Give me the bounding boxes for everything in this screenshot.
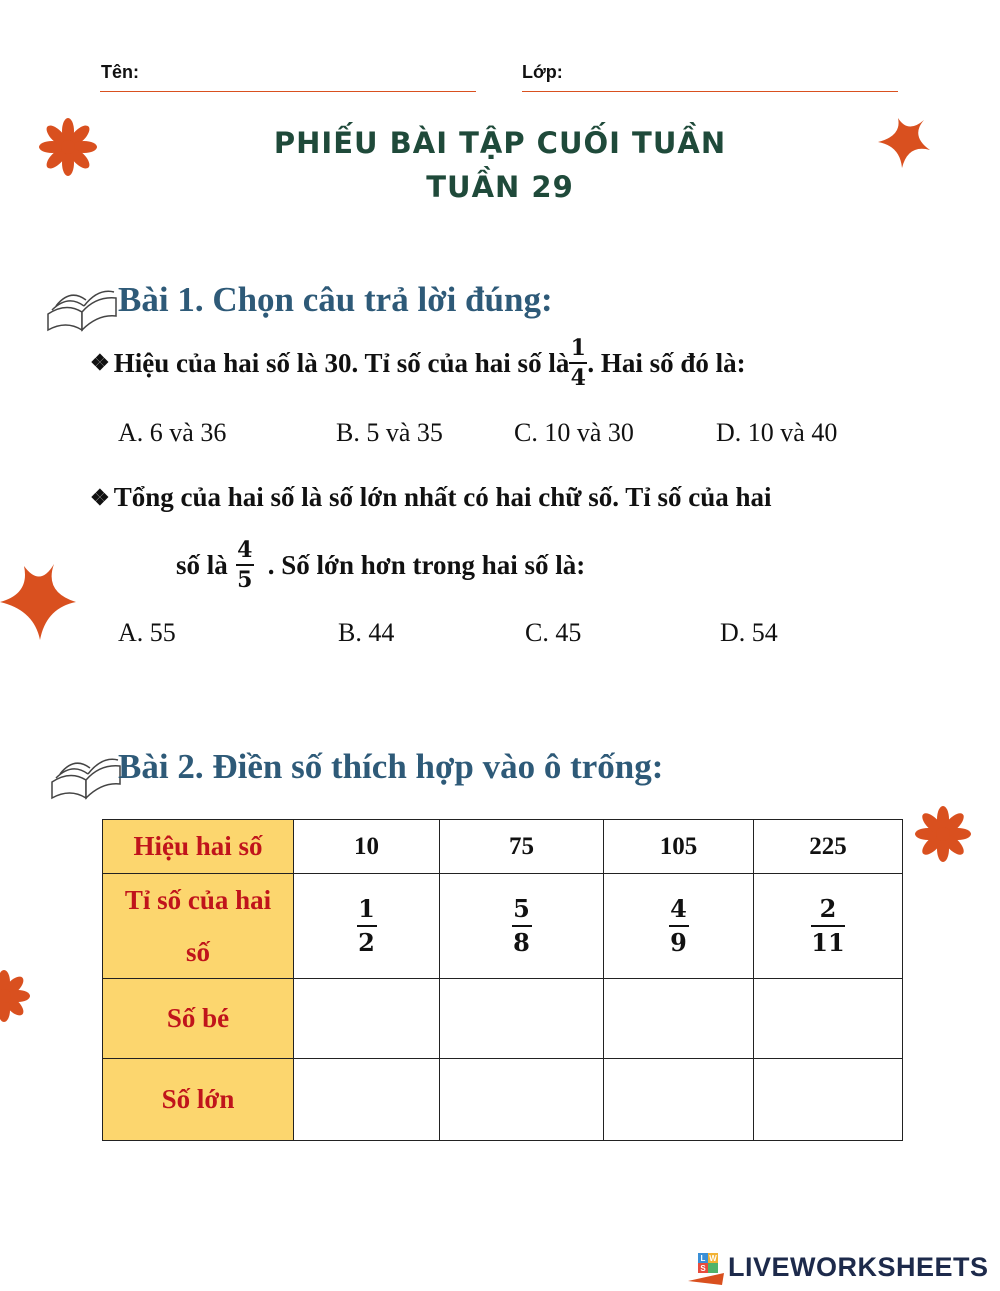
bullet-icon: ❖ (90, 484, 110, 510)
q2-option-c[interactable]: C. 45 (525, 618, 582, 647)
difference-cell: 75 (440, 820, 604, 874)
ratio-num: 1 (358, 893, 375, 923)
q1-text-after: . Hai số đó là: (587, 347, 746, 378)
class-label: Lớp: (522, 62, 563, 82)
page-subtitle: TUẦN 29 (426, 170, 574, 204)
row-label-small: Số bé (103, 979, 294, 1059)
ratio-cell (754, 874, 903, 979)
logo-letter: L (700, 1254, 706, 1263)
class-line[interactable] (522, 91, 898, 92)
answer-input-large[interactable] (754, 1059, 903, 1141)
ratio-den: 11 (811, 928, 845, 957)
answer-input-large[interactable] (440, 1059, 604, 1141)
name-label: Tên: (101, 62, 139, 82)
row-label-ratio-line2: số (185, 937, 210, 967)
logo-mark-icon (684, 1247, 728, 1287)
ratio-num: 2 (819, 893, 837, 923)
logo-text: LIVEWORKSHEETS (728, 1251, 989, 1282)
ratio-num: 5 (513, 893, 530, 923)
ratio-table (102, 819, 903, 1141)
q1-option-b[interactable]: B. 5 và 35 (336, 418, 443, 447)
table-row-small (103, 979, 903, 1059)
q2-frac-den: 5 (237, 567, 253, 594)
name-line[interactable] (100, 91, 476, 92)
row-label-difference: Hiệu hai số (103, 820, 294, 874)
bai2-heading: Bài 2. Điền số thích hợp vào ô trống: (118, 747, 664, 786)
ratio-cell (294, 874, 440, 979)
q1-text-before: Hiệu của hai số là 30. Tỉ số của hai số là (113, 347, 570, 378)
q1-option-a[interactable]: A. 6 và 36 (118, 418, 227, 447)
difference-cell: 10 (294, 820, 440, 874)
q2-option-a[interactable]: A. 55 (118, 618, 176, 647)
difference-cell: 225 (754, 820, 903, 874)
bai1-question-1 (90, 336, 746, 390)
ratio-den: 8 (513, 928, 530, 957)
four-point-star-icon (0, 562, 80, 642)
star-burst-icon (912, 805, 974, 863)
page-title: PHIẾU BÀI TẬP CUỐI TUẦN (273, 126, 727, 160)
ratio-cell (440, 874, 604, 979)
ratio-den: 9 (670, 928, 687, 957)
bai1-heading: Bài 1. Chọn câu trả lời đúng: (118, 280, 553, 319)
q2-fraction (236, 538, 254, 592)
logo-letter: S (700, 1264, 706, 1273)
book-icon (48, 740, 124, 804)
star-burst-icon (0, 966, 32, 1026)
row-label-ratio (103, 874, 294, 979)
q2-option-d[interactable]: D. 54 (720, 618, 778, 647)
q2-option-b[interactable]: B. 44 (338, 618, 395, 647)
answer-input-small[interactable] (754, 979, 903, 1059)
q1-option-d[interactable]: D. 10 và 40 (716, 418, 838, 447)
q1-frac-num: 1 (570, 335, 586, 361)
row-label-ratio-line1: Tỉ số của hai (124, 885, 272, 915)
q2-text-after: . Số lớn hơn trong hai số là: (267, 549, 586, 580)
answer-input-large[interactable] (604, 1059, 754, 1141)
difference-cell: 105 (604, 820, 754, 874)
bullet-icon: ❖ (90, 350, 110, 376)
table-row-difference (103, 820, 903, 874)
q2-text-before: số là (176, 549, 228, 580)
q1-frac-den: 4 (570, 365, 586, 392)
answer-input-small[interactable] (440, 979, 604, 1059)
q2-frac-num: 4 (237, 537, 253, 563)
row-label-large: Số lớn (103, 1059, 294, 1141)
ratio-num: 4 (670, 893, 687, 923)
table-row-ratio (103, 874, 903, 979)
answer-input-large[interactable] (294, 1059, 440, 1141)
bai1-question-2 (90, 482, 772, 513)
ratio-den: 2 (358, 928, 375, 957)
book-icon (44, 272, 120, 336)
answer-input-small[interactable] (604, 979, 754, 1059)
q2-line2 (176, 538, 585, 592)
q1-fraction (569, 336, 587, 390)
table-row-large (103, 1059, 903, 1141)
ratio-cell (604, 874, 754, 979)
logo-letter: W (709, 1254, 717, 1263)
q1-option-c[interactable]: C. 10 và 30 (514, 418, 634, 447)
q2-line1: Tổng của hai số là số lớn nhất có hai chữ số. Tỉ số của hai (113, 482, 772, 512)
liveworksheets-logo[interactable] (684, 1247, 989, 1287)
answer-input-small[interactable] (294, 979, 440, 1059)
